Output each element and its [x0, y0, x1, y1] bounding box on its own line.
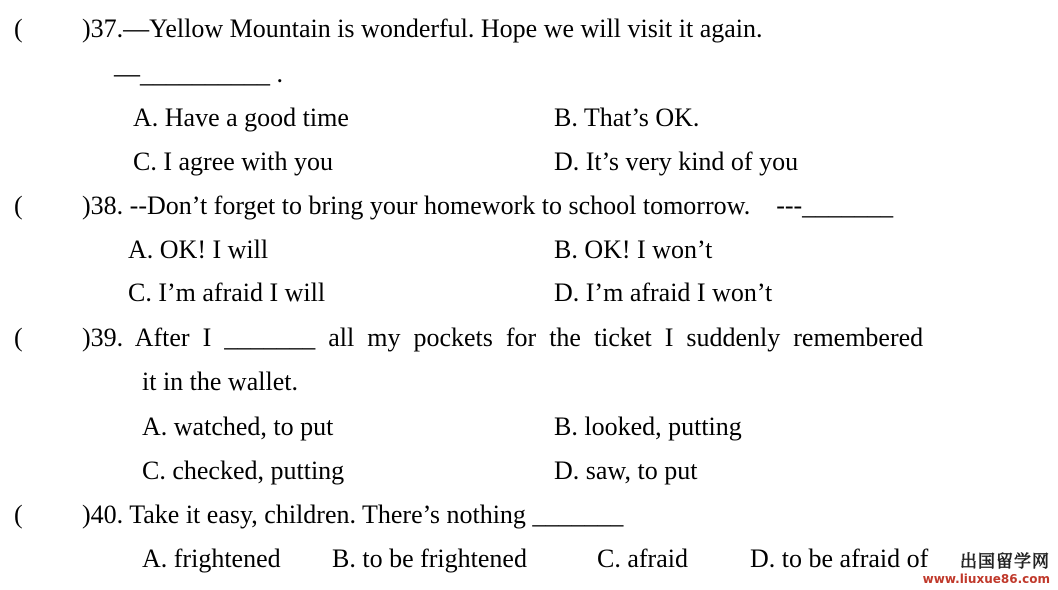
q40-option-b[interactable]: B. to be frightened — [332, 544, 527, 573]
q37-stem: )37.—Yellow Mountain is wonderful. Hope we will visit it again. — [82, 14, 763, 43]
q38-stem: )38. --Don’t forget to bring your homework to school tomorrow. ---_______ — [82, 191, 894, 220]
site-watermark — [923, 547, 1050, 586]
q38-paren: ( — [14, 191, 23, 220]
q39-option-d[interactable]: D. saw, to put — [554, 456, 698, 485]
q37-option-c[interactable]: C. I agree with you — [133, 147, 334, 176]
q39-option-a[interactable]: A. watched, to put — [142, 412, 334, 441]
q40-option-c[interactable]: C. afraid — [597, 544, 688, 573]
q37-option-b[interactable]: B. That’s OK. — [554, 103, 700, 132]
q37-paren: ( — [14, 14, 23, 43]
q38-option-b[interactable]: B. OK! I won’t — [554, 235, 713, 264]
q37-option-d[interactable]: D. It’s very kind of you — [554, 147, 799, 176]
q38-option-c[interactable]: C. I’m afraid I will — [128, 278, 326, 307]
q38-option-a[interactable]: A. OK! I will — [128, 235, 269, 264]
q37-answer-line: —__________ . — [114, 59, 283, 88]
watermark-name: 出国留学网 — [960, 552, 1050, 572]
q40-option-a[interactable]: A. frightened — [142, 544, 281, 573]
q39-option-c[interactable]: C. checked, putting — [142, 456, 345, 485]
watermark-url: www.liuxue86.com — [922, 572, 1050, 586]
q38-option-d[interactable]: D. I’m afraid I won’t — [554, 278, 773, 307]
q37-option-a[interactable]: A. Have a good time — [133, 103, 349, 132]
q39-stem-continued: it in the wallet. — [142, 367, 298, 396]
q40-option-d[interactable]: D. to be afraid of — [750, 544, 929, 573]
q40-stem: )40. Take it easy, children. There’s nothing _______ — [82, 500, 624, 529]
q39-stem: )39. After I _______ all my pockets for the ticket I suddenly remembered — [82, 323, 924, 352]
q39-option-b[interactable]: B. looked, putting — [554, 412, 742, 441]
q39-paren: ( — [14, 323, 23, 352]
q40-paren: ( — [14, 500, 23, 529]
